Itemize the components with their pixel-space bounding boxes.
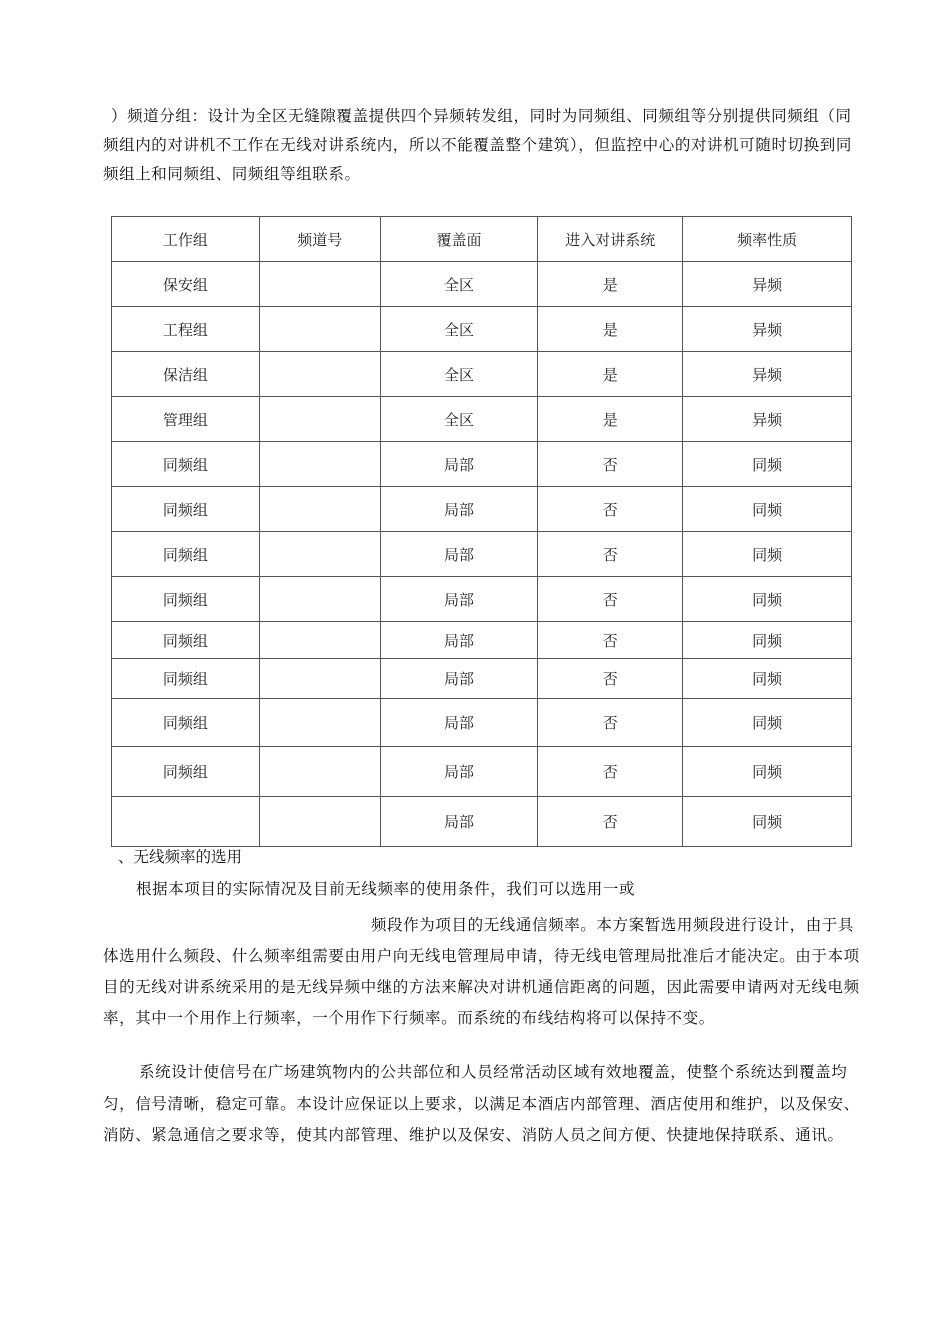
- cell-work-group: [112, 797, 260, 847]
- cell-work-group: 工程组: [112, 307, 260, 352]
- cell-channel-number: [259, 699, 380, 747]
- cell-work-group: 保洁组: [112, 352, 260, 397]
- cell-frequency-type: 同频: [683, 747, 852, 797]
- table-row: [112, 622, 852, 659]
- header-frequency-type: 频率性质: [683, 217, 852, 262]
- cell-enter-system: 是: [538, 262, 683, 307]
- cell-channel-number: [259, 352, 380, 397]
- cell-work-group: 同频组: [112, 622, 260, 659]
- design-paragraph: 系统设计使信号在广场建筑物内的公共部位和人员经常活动区域有效地覆盖，使整个系统达到覆盖均匀，信号清晰，稳定可靠。本设计应保证以上要求，以满足本酒店内部管理、酒店使用和维护，以及保安、消防、紧急通信之要求等，使其内部管理、维护以及保安、消防人员之间方便、快捷地保持联系、通讯。: [103, 1063, 860, 1144]
- cell-work-group: 同频组: [112, 699, 260, 747]
- cell-work-group: 管理组: [112, 397, 260, 442]
- table-row: [112, 352, 852, 397]
- cell-channel-number: [259, 747, 380, 797]
- cell-coverage: 全区: [380, 352, 538, 397]
- intro-paragraph: ）频道分组：设计为全区无缝隙覆盖提供四个异频转发组，同时为同频组、同频组等分别提供同频组（同频组内的对讲机不工作在无线对讲系统内，所以不能覆盖整个建筑），但监控中心的对讲机可随时切换到同频组上和同频组、同频组等组联系。: [103, 107, 852, 183]
- cell-enter-system: 否: [538, 487, 683, 532]
- cell-coverage: 全区: [380, 397, 538, 442]
- cell-enter-system: 是: [538, 307, 683, 352]
- cell-work-group: 同频组: [112, 747, 260, 797]
- table-row: [112, 487, 852, 532]
- cell-channel-number: [259, 532, 380, 577]
- cell-enter-system: 否: [538, 699, 683, 747]
- cell-channel-number: [259, 577, 380, 622]
- cell-frequency-type: 异频: [683, 397, 852, 442]
- cell-coverage: 全区: [380, 262, 538, 307]
- cell-channel-number: [259, 442, 380, 487]
- cell-channel-number: [259, 659, 380, 699]
- cell-enter-system: 否: [538, 622, 683, 659]
- header-enter-system: 进入对讲系统: [538, 217, 683, 262]
- cell-coverage: 局部: [380, 532, 538, 577]
- header-channel-number: 频道号: [259, 217, 380, 262]
- table-row: [112, 699, 852, 747]
- cell-channel-number: [259, 622, 380, 659]
- table-body: [112, 262, 852, 847]
- header-coverage: 覆盖面: [380, 217, 538, 262]
- cell-coverage: 局部: [380, 622, 538, 659]
- header-work-group: 工作组: [112, 217, 260, 262]
- cell-work-group: 同频组: [112, 442, 260, 487]
- cell-coverage: 全区: [380, 307, 538, 352]
- cell-frequency-type: 同频: [683, 659, 852, 699]
- table-row: [112, 659, 852, 699]
- cell-coverage: 局部: [380, 442, 538, 487]
- table-row: [112, 262, 852, 307]
- cell-channel-number: [259, 307, 380, 352]
- cell-channel-number: [259, 262, 380, 307]
- table-row: [112, 577, 852, 622]
- cell-frequency-type: 同频: [683, 797, 852, 847]
- cell-work-group: 保安组: [112, 262, 260, 307]
- table-row: [112, 532, 852, 577]
- cell-enter-system: 否: [538, 532, 683, 577]
- cell-frequency-type: 异频: [683, 352, 852, 397]
- cell-frequency-type: 同频: [683, 442, 852, 487]
- cell-enter-system: 是: [538, 352, 683, 397]
- cell-enter-system: 否: [538, 659, 683, 699]
- cell-coverage: 局部: [380, 487, 538, 532]
- cell-enter-system: 是: [538, 397, 683, 442]
- cell-channel-number: [259, 487, 380, 532]
- table-header-row: [112, 217, 852, 262]
- cell-coverage: 局部: [380, 577, 538, 622]
- table-row: [112, 797, 852, 847]
- cell-frequency-type: 同频: [683, 577, 852, 622]
- cell-channel-number: [259, 797, 380, 847]
- cell-enter-system: 否: [538, 577, 683, 622]
- freq-paragraph-rest: 频段作为项目的无线通信频率。本方案暂选用频段进行设计，由于具体选用什么频段、什么频率组需要由用户向无线电管理局申请，待无线电管理局批准后才能决定。由于本项目的无线对讲系统采用的是无线异频中继的方法来解决对讲机通信距离的问题，因此需要申请两对无线电频率，其中一个用作上行频率，一个用作下行频率。而系统的布线结构将可以保持不变。: [103, 916, 860, 1027]
- table-row: [112, 747, 852, 797]
- cell-channel-number: [259, 397, 380, 442]
- cell-frequency-type: 同频: [683, 487, 852, 532]
- table-row: [112, 442, 852, 487]
- cell-enter-system: 否: [538, 747, 683, 797]
- cell-coverage: 局部: [380, 747, 538, 797]
- cell-work-group: 同频组: [112, 532, 260, 577]
- cell-frequency-type: 异频: [683, 262, 852, 307]
- cell-frequency-type: 同频: [683, 622, 852, 659]
- table-row: [112, 307, 852, 352]
- channel-group-table: [111, 216, 852, 847]
- cell-enter-system: 否: [538, 797, 683, 847]
- freq-paragraph-line1: 根据本项目的实际情况及目前无线频率的使用条件，我们可以选用一或: [136, 880, 636, 898]
- cell-frequency-type: 同频: [683, 699, 852, 747]
- cell-enter-system: 否: [538, 442, 683, 487]
- cell-coverage: 局部: [380, 797, 538, 847]
- cell-work-group: 同频组: [112, 487, 260, 532]
- cell-coverage: 局部: [380, 699, 538, 747]
- cell-frequency-type: 同频: [683, 532, 852, 577]
- cell-frequency-type: 异频: [683, 307, 852, 352]
- cell-work-group: 同频组: [112, 659, 260, 699]
- cell-coverage: 局部: [380, 659, 538, 699]
- section-heading: 、无线频率的选用: [118, 848, 243, 866]
- cell-work-group: 同频组: [112, 577, 260, 622]
- table-row: [112, 397, 852, 442]
